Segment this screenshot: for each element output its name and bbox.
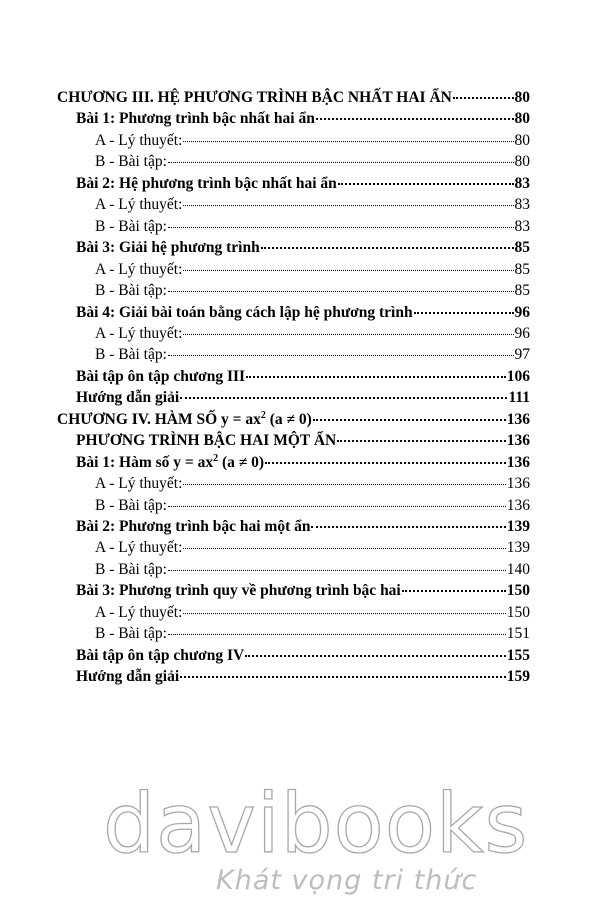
toc-entry <box>95 195 530 215</box>
toc-entry <box>76 517 530 537</box>
toc-entry <box>95 131 530 151</box>
toc-entry <box>76 646 530 666</box>
toc-entry-title: Bài 1: Hàm số y = ax <box>76 453 214 471</box>
dot-leader <box>313 419 506 421</box>
toc-entry-label <box>95 152 167 172</box>
toc-entry-page-number: 136 <box>506 432 530 450</box>
dot-leader <box>261 247 514 249</box>
toc-entry-label <box>95 496 167 516</box>
toc-entry-page-number: 85 <box>514 239 530 257</box>
dot-leader <box>183 270 513 271</box>
toc-entry-title: CHƯƠNG III. HỆ PHƯƠNG TRÌNH BẬC NHẤT HAI ẨN <box>57 89 452 106</box>
toc-entry-title: Bài 2: Phương trình bậc hai một ẩn <box>76 518 311 535</box>
toc-entry-title: A - Lý thuyết: <box>95 475 183 493</box>
dot-leader <box>168 291 514 292</box>
toc-entry <box>76 431 530 451</box>
toc-entry-label <box>76 453 264 473</box>
toc-entry-label <box>95 281 167 301</box>
toc-entry-page-number: 155 <box>506 646 530 664</box>
dot-leader <box>246 376 506 378</box>
toc-entry-title: A - Lý thuyết: <box>95 324 183 342</box>
toc-entry-page-number: 159 <box>506 668 530 686</box>
toc-entry-page-number: 80 <box>514 153 530 171</box>
toc-entry-label <box>95 624 167 644</box>
toc-entry-title-suffix: (a ≠ 0) <box>265 410 312 428</box>
toc-entry <box>95 324 530 344</box>
toc-entry-title: A - Lý thuyết: <box>95 260 183 278</box>
toc-entry-title: CHƯƠNG IV. HÀM SỐ y = ax <box>57 410 261 428</box>
dot-leader <box>168 355 514 356</box>
toc-entry-page-number: 111 <box>508 389 530 407</box>
toc-entry <box>95 217 530 237</box>
toc-entry-page-number: 97 <box>514 346 530 364</box>
dot-leader <box>168 506 506 507</box>
toc-entry-label <box>76 431 336 451</box>
toc-entry-page-number: 85 <box>514 260 530 278</box>
toc-entry-label <box>76 303 413 323</box>
toc-entry <box>76 667 530 687</box>
toc-entry-page-number: 96 <box>514 303 530 321</box>
dot-leader <box>245 655 506 657</box>
toc-entry-page-number: 151 <box>506 625 530 643</box>
toc-entry-title: Bài 2: Hệ phương trình bậc nhất hai ẩn <box>76 174 337 192</box>
toc-entry-label <box>76 667 179 687</box>
toc-entry-page-number: 136 <box>506 496 530 514</box>
toc-entry-label <box>57 88 452 108</box>
toc-entry-label <box>76 581 401 601</box>
toc-entry-label <box>76 517 310 537</box>
toc-entry-title: Bài 3: Giải hệ phương trình <box>76 239 260 257</box>
toc-entry-label <box>76 109 315 129</box>
toc-entry-label <box>76 238 260 258</box>
toc-entry-label <box>95 345 167 365</box>
toc-entry-title: Bài tập ôn tập chương IV <box>76 646 245 664</box>
toc-entry-title: A - Lý thuyết: <box>95 131 183 149</box>
toc-entry-page-number: 136 <box>506 410 530 428</box>
toc-entry <box>95 603 530 623</box>
dot-leader <box>168 227 514 228</box>
toc-entry-page-number: 139 <box>506 539 530 557</box>
dot-leader <box>316 118 514 120</box>
toc-entry-title: A - Lý thuyết: <box>95 539 183 557</box>
toc-entry-label <box>95 603 182 623</box>
toc-entry-label <box>95 474 182 494</box>
dot-leader <box>168 634 506 635</box>
toc-entry-page-number: 150 <box>506 603 530 621</box>
toc-entry-page-number: 139 <box>506 518 530 535</box>
toc-entry-page-number: 150 <box>506 582 530 600</box>
dot-leader <box>168 570 506 571</box>
toc-entry-title: B - Bài tập: <box>95 346 167 364</box>
toc-entry-page-number: 80 <box>514 131 530 149</box>
toc-entry-page-number: 136 <box>506 475 530 493</box>
toc-entry-title: B - Bài tập: <box>95 560 167 578</box>
toc-entry-title-suffix: (a ≠ 0) <box>218 453 265 471</box>
dot-leader <box>183 141 513 142</box>
toc-entry-label <box>95 217 167 237</box>
toc-entry-title: B - Bài tập: <box>95 282 167 300</box>
toc-entry <box>76 303 530 323</box>
toc-entry-title: A - Lý thuyết: <box>95 603 183 621</box>
toc-entry <box>95 496 530 516</box>
brand-logo: davibooks <box>103 777 529 872</box>
toc-entry-page-number: 80 <box>514 110 530 128</box>
toc-entry-title: B - Bài tập: <box>95 153 167 171</box>
dot-leader <box>453 97 514 99</box>
dot-leader <box>414 312 514 314</box>
toc-entry <box>95 345 530 365</box>
toc-entry-label <box>76 174 337 194</box>
toc-entry-page-number: 83 <box>514 217 530 235</box>
toc-entry-label <box>57 410 312 430</box>
toc-entry <box>95 281 530 301</box>
toc-entry-label <box>95 560 167 580</box>
dot-leader <box>311 526 505 528</box>
toc-entry-page-number: 85 <box>514 282 530 300</box>
toc-entry-title: Bài 1: Phương trình bậc nhất hai ẩn <box>76 110 315 128</box>
toc-entry-page-number: 96 <box>514 324 530 342</box>
toc-entry <box>76 581 530 601</box>
toc-entry <box>76 388 530 408</box>
toc-entry-label <box>95 324 182 344</box>
toc-entry-title: B - Bài tập: <box>95 496 167 514</box>
toc-entry-title: B - Bài tập: <box>95 217 167 235</box>
toc-entry-title: Hướng dẫn giải <box>76 668 180 686</box>
dot-leader <box>168 162 514 163</box>
toc-entry-superscript: 2 <box>213 452 219 464</box>
toc-entry <box>76 174 530 194</box>
toc-entry <box>57 88 530 108</box>
toc-entry-title: Hướng dẫn giải <box>76 389 180 407</box>
toc-entry-label <box>76 646 244 666</box>
toc-entry <box>95 560 530 580</box>
toc-entry-label <box>76 388 179 408</box>
dot-leader <box>183 613 505 614</box>
toc-entry <box>95 260 530 280</box>
toc-entry-label <box>76 367 245 387</box>
toc-entry-title: Bài 4: Giải bài toán bằng cách lập hệ phương trình <box>76 303 413 321</box>
toc-entry-label <box>95 538 182 558</box>
toc-entry-page-number: 83 <box>514 196 530 214</box>
toc-entry <box>95 538 530 558</box>
dot-leader <box>183 205 513 206</box>
dot-leader <box>338 183 514 185</box>
toc-entry <box>95 152 530 172</box>
brand-tagline: Khát vọng tri thức <box>216 865 478 896</box>
toc-entry <box>95 474 530 494</box>
toc-entry-title: Bài 3: Phương trình quy về phương trình bậc hai <box>76 582 401 600</box>
toc-entry-label <box>95 195 182 215</box>
toc-entry <box>95 624 530 644</box>
dot-leader <box>402 590 506 592</box>
toc-entry-page-number: 80 <box>514 89 530 106</box>
dot-leader <box>183 548 505 549</box>
toc-entry <box>76 109 530 129</box>
dot-leader <box>183 334 513 335</box>
toc-entry <box>76 367 530 387</box>
toc-entry-superscript: 2 <box>260 409 266 421</box>
toc-entry-page-number: 140 <box>506 560 530 578</box>
toc-entry-title: PHƯƠNG TRÌNH BẬC HAI MỘT ẨN <box>76 432 337 450</box>
dot-leader <box>180 676 506 678</box>
toc-entry-page-number: 83 <box>514 174 530 192</box>
dot-leader <box>265 462 506 464</box>
toc-entry-page-number: 106 <box>506 367 530 385</box>
toc-entry-label <box>95 260 182 280</box>
toc-entry <box>76 238 530 258</box>
dot-leader <box>337 440 506 442</box>
dot-leader <box>180 397 507 399</box>
toc-entry-title: B - Bài tập: <box>95 625 167 643</box>
toc-entry-title: Bài tập ôn tập chương III <box>76 367 246 385</box>
dot-leader <box>183 484 505 485</box>
toc-entry <box>76 453 530 473</box>
toc-entry-page-number: 136 <box>506 453 530 471</box>
toc-entry-label <box>95 131 182 151</box>
toc-entry <box>57 410 530 430</box>
toc-entry-title: A - Lý thuyết: <box>95 196 183 214</box>
